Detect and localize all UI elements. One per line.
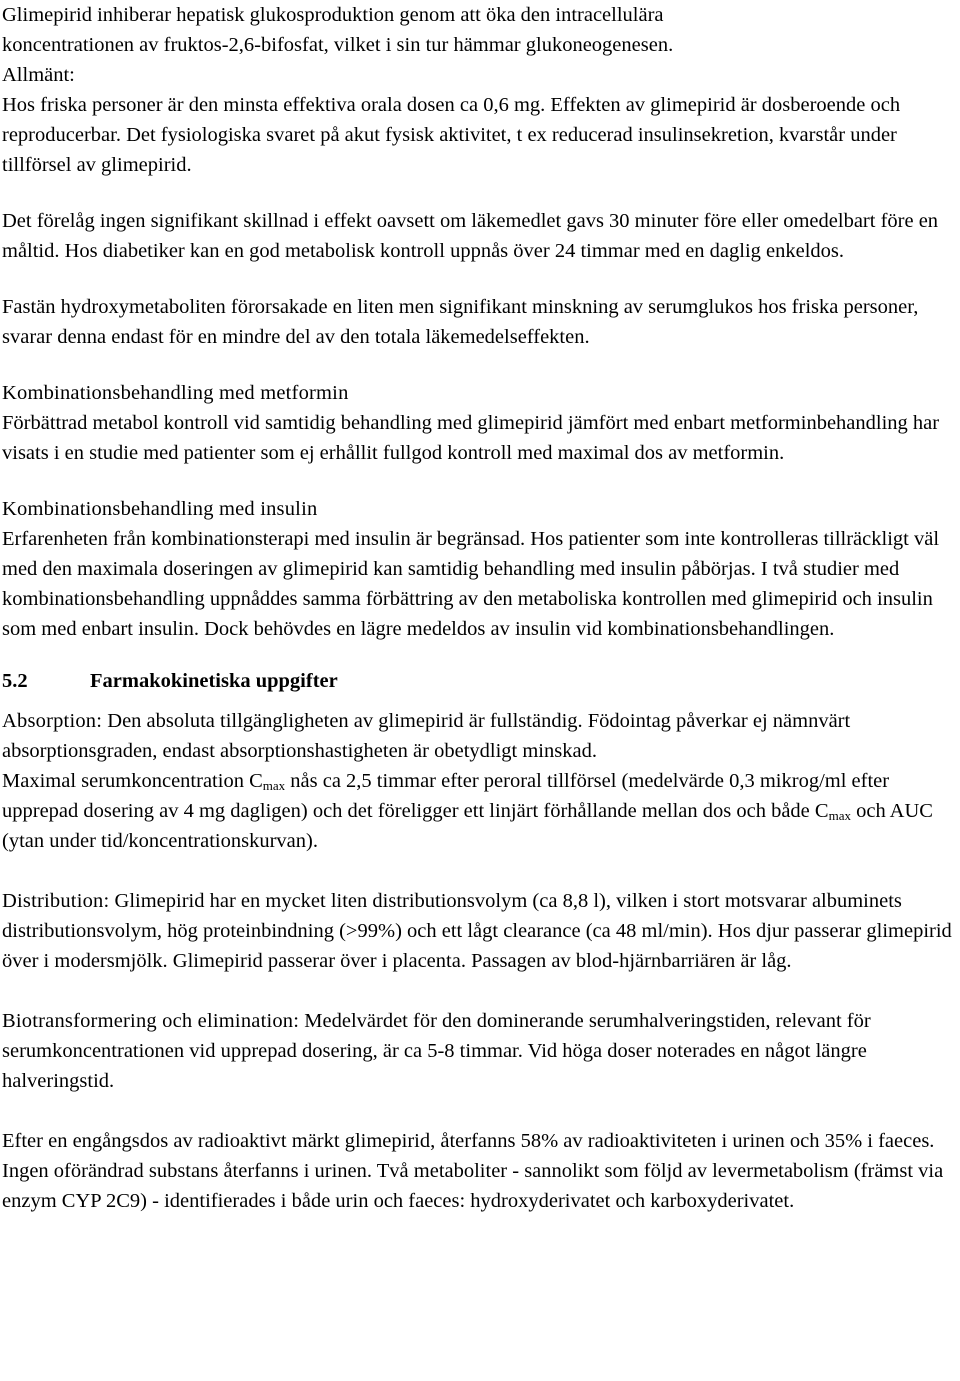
heading-insulin: Kombinationsbehandling med insulin: [2, 498, 318, 520]
label-absorption: Absorption:: [2, 710, 103, 732]
absorption-text-2b: nås ca 2,5 timmar efter peroral tillförsel (medelvärde 0,3 mikrog/ml efter upprepad dosering av 4 mg dagligen) och det föreligger ett linjärt förhållande mellan dos och både C: [2, 770, 890, 822]
section-number: 5.2: [2, 670, 28, 692]
paragraph-distribution: [2, 886, 956, 976]
intro-line-2: koncentrationen av fruktos-2,6-bifosfat, vilket i sin tur hämmar glukoneogenesen.: [2, 34, 674, 56]
section-insulin: [2, 494, 956, 644]
absorption-text-2c: och AUC (ytan under tid/koncentrationskurvan).: [2, 800, 933, 852]
distribution-text: Glimepirid har en mycket liten distributionsvolym (ca 8,8 l), vilken i stort motsvarar albuminets distributionsvolym, hög proteinbindning (>99%) och ett lågt clearance (ca 48 ml/min). Hos djur passerar glimepirid över i modersmjölk. Glimepirid passerar över i placenta. Passagen av blod-hjärnbarriären är låg.: [2, 890, 952, 972]
paragraph-timing: Det förelåg ingen signifikant skillnad i effekt oavsett om läkemedlet gavs 30 minuter före eller omedelbart före en måltid. Hos diabetiker kan en god metabolisk kontroll uppnås över 24 timmar med en daglig enkeldos.: [2, 210, 939, 262]
insulin-text: Erfarenheten från kombinationsterapi med insulin är begränsad. Hos patienter som inte kontrolleras tillräckligt väl med den maximala doseringen av glimepirid kan samtidig behandling med insulin påbörjas. I två studier med kombinationsbehandling uppnåddes samma förbättring av den metaboliska kontrollen med glimepirid och insulin som med enbart insulin. Dock behövdes en lägre medeldos av insulin vid kombinationsbehandlingen.: [2, 528, 940, 640]
label-general: Allmänt:: [2, 64, 75, 86]
biotransformation-text: Medelvärdet för den dominerande serumhalveringstiden, relevant för serumkoncentrationen vid upprepad dosering, är ca 5-8 timmar. Vid höga doser noterades en något längre halveringstid.: [2, 1010, 871, 1092]
subscript-max-2: max: [828, 808, 851, 823]
paragraph-biotransformation: [2, 1006, 956, 1096]
section-metformin: [2, 378, 956, 468]
subscript-max-1: max: [262, 778, 286, 793]
label-biotransformation: Biotransformering och elimination:: [2, 1010, 300, 1032]
absorption-text-1: Den absoluta tillgängligheten av glimepirid är fullständig. Födointag påverkar ej nämnvärt absorptionsgraden, endast absorptionshastigheten är obetydligt minskad.: [2, 710, 851, 762]
section-title: Farmakokinetiska uppgifter: [90, 670, 338, 692]
paragraph-absorption: [2, 706, 956, 856]
paragraph-intro: [2, 0, 956, 180]
absorption-text-2a: Maximal serumkoncentration C: [2, 770, 263, 792]
paragraph-elimination-results: Efter en engångsdos av radioaktivt märkt glimepirid, återfanns 58% av radioaktiviteten i urinen och 35% i faeces. Ingen oförändrad substans återfanns i urinen. Två metaboliter - sannolikt som följd av levermetabolism (främst via enzym CYP 2C9) - identifierades i både urin och faeces: hydroxyderivatet och karboxyderivatet.: [2, 1130, 944, 1212]
label-distribution: Distribution:: [2, 890, 110, 912]
metformin-text: Förbättrad metabol kontroll vid samtidig behandling med glimepirid jämfört med enbart metforminbehandling har visats i en studie med patienter som ej erhållit fullgod kontroll med maximal dos av metformin.: [2, 412, 940, 464]
section-heading-5-2: [2, 666, 956, 696]
intro-line-1: Glimepirid inhiberar hepatisk glukosproduktion genom att öka den intracellulära: [2, 4, 664, 26]
paragraph-hydroxymetabolite: Fastän hydroxymetaboliten förorsakade en liten men signifikant minskning av serumglukos hos friska personer, svarar denna endast för en mindre del av den totala läkemedelseffekten.: [2, 296, 919, 348]
general-text: Hos friska personer är den minsta effektiva orala dosen ca 0,6 mg. Effekten av glimepirid är dosberoende och reproducerbar. Det fysiologiska svaret på akut fysisk aktivitet, t ex reducerad insulinsekretion, kvarstår under tillförsel av glimepirid.: [2, 94, 901, 176]
heading-metformin: Kombinationsbehandling med metformin: [2, 382, 349, 404]
